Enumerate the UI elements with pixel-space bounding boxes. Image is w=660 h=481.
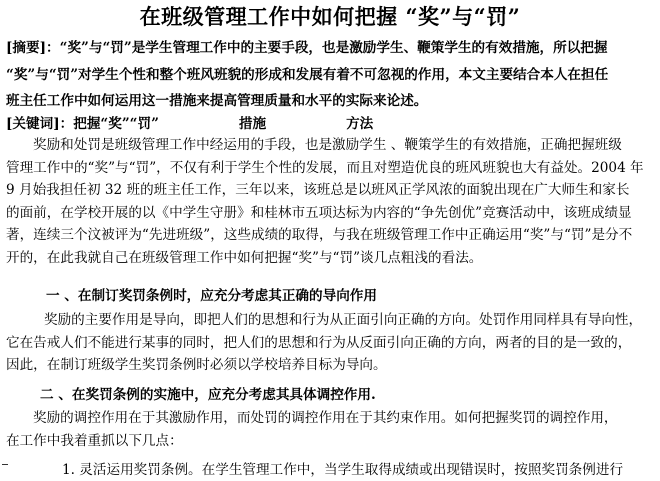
section-heading-2: 二 、在奖罚条例的实施中，应充分考虑其具体调控作用. <box>40 387 376 403</box>
document-title: 在班级管理工作中如何把握 “奖”与“罚” <box>139 4 521 29</box>
body-line: 管理工作中的“奖”与“罚”，不仅有利于学生个性的发展，而且对塑造优良的班风班貌也大有益处。2004 年 <box>6 159 644 176</box>
abstract-line: [摘要]：“奖”与“罚”是学生管理工作中的主要手段，也是激励学生、鞭策学生的有效措施，所以把握 <box>6 40 608 56</box>
body-line: 开的，在此我就自己在班级管理工作中如何把握“奖”与“罚”谈几点粗浅的看法。 <box>6 249 483 266</box>
list-item: 1. 灵活运用奖罚条例。在学生管理工作中，当学生取得成绩或出现错误时，按照奖罚条例进行 <box>62 462 624 478</box>
margin-mark <box>2 464 8 465</box>
abstract-line: “奖”与“罚”对学生个性和整个班风班貌的形成和发展有着不可忽视的作用，本文主要结合本人在担任 <box>6 66 609 83</box>
abstract-paragraph <box>6 35 654 115</box>
body-line: 在工作中我着重抓以下几点： <box>6 432 183 449</box>
keyword-term: 方法 <box>346 116 374 132</box>
body-line: 它在告戒人们不能进行某事的同时，把人们的思想和行为从反面引向正确的方向，两者的目的是一致的， <box>6 334 632 351</box>
keyword-term: 措施 <box>238 116 267 132</box>
keywords-line <box>6 113 654 135</box>
body-line: 的面前，在学校开展的以《中学生守册》和桂林市五项达标为内容的“争先创优”竞赛活动中，该班成绩显 <box>6 204 632 221</box>
body-line: 奖励的主要作用是导向，即把人们的思想和行为从正面引向正确的方向。处罚作用同样具有导向性， <box>44 312 643 328</box>
body-line: 因此，在制订班级学生奖罚条例时必须以学校培养目标为导向。 <box>6 357 387 374</box>
section2-paragraph <box>6 407 654 452</box>
section-heading-1: 一 、在制订奖罚条例时，应充分考虑其正确的导向作用 <box>46 288 377 304</box>
abstract-line: 班主任工作中如何运用这一措施来提高管理质量和水平的实际来论述。 <box>6 93 428 109</box>
body-line: 9 月始我担任初 32 班的班主任工作，三年以来，该班总是以班风正学风浓的面貌出现在广大师生和家长 <box>6 182 630 199</box>
keywords-label: [关键词]：把握“奖”“罚” <box>6 116 159 132</box>
body-line: 奖励和处罚是班级管理工作中经运用的手段，也是激励学生 、鞭策学生的有效措施，正确把握班级 <box>33 137 622 153</box>
section1-paragraph <box>6 309 654 377</box>
body-line: 奖励的调控作用在于其激励作用，而处罚的调控作用在于其约束作用。如何把握奖罚的调控作用， <box>33 410 618 426</box>
body-line: 著，连续三个汶被评为“先进班级”，这些成绩的取得，与我在班级管理工作中正确运用“奖”与“罚”是分不 <box>6 227 633 244</box>
intro-paragraph <box>6 134 654 270</box>
